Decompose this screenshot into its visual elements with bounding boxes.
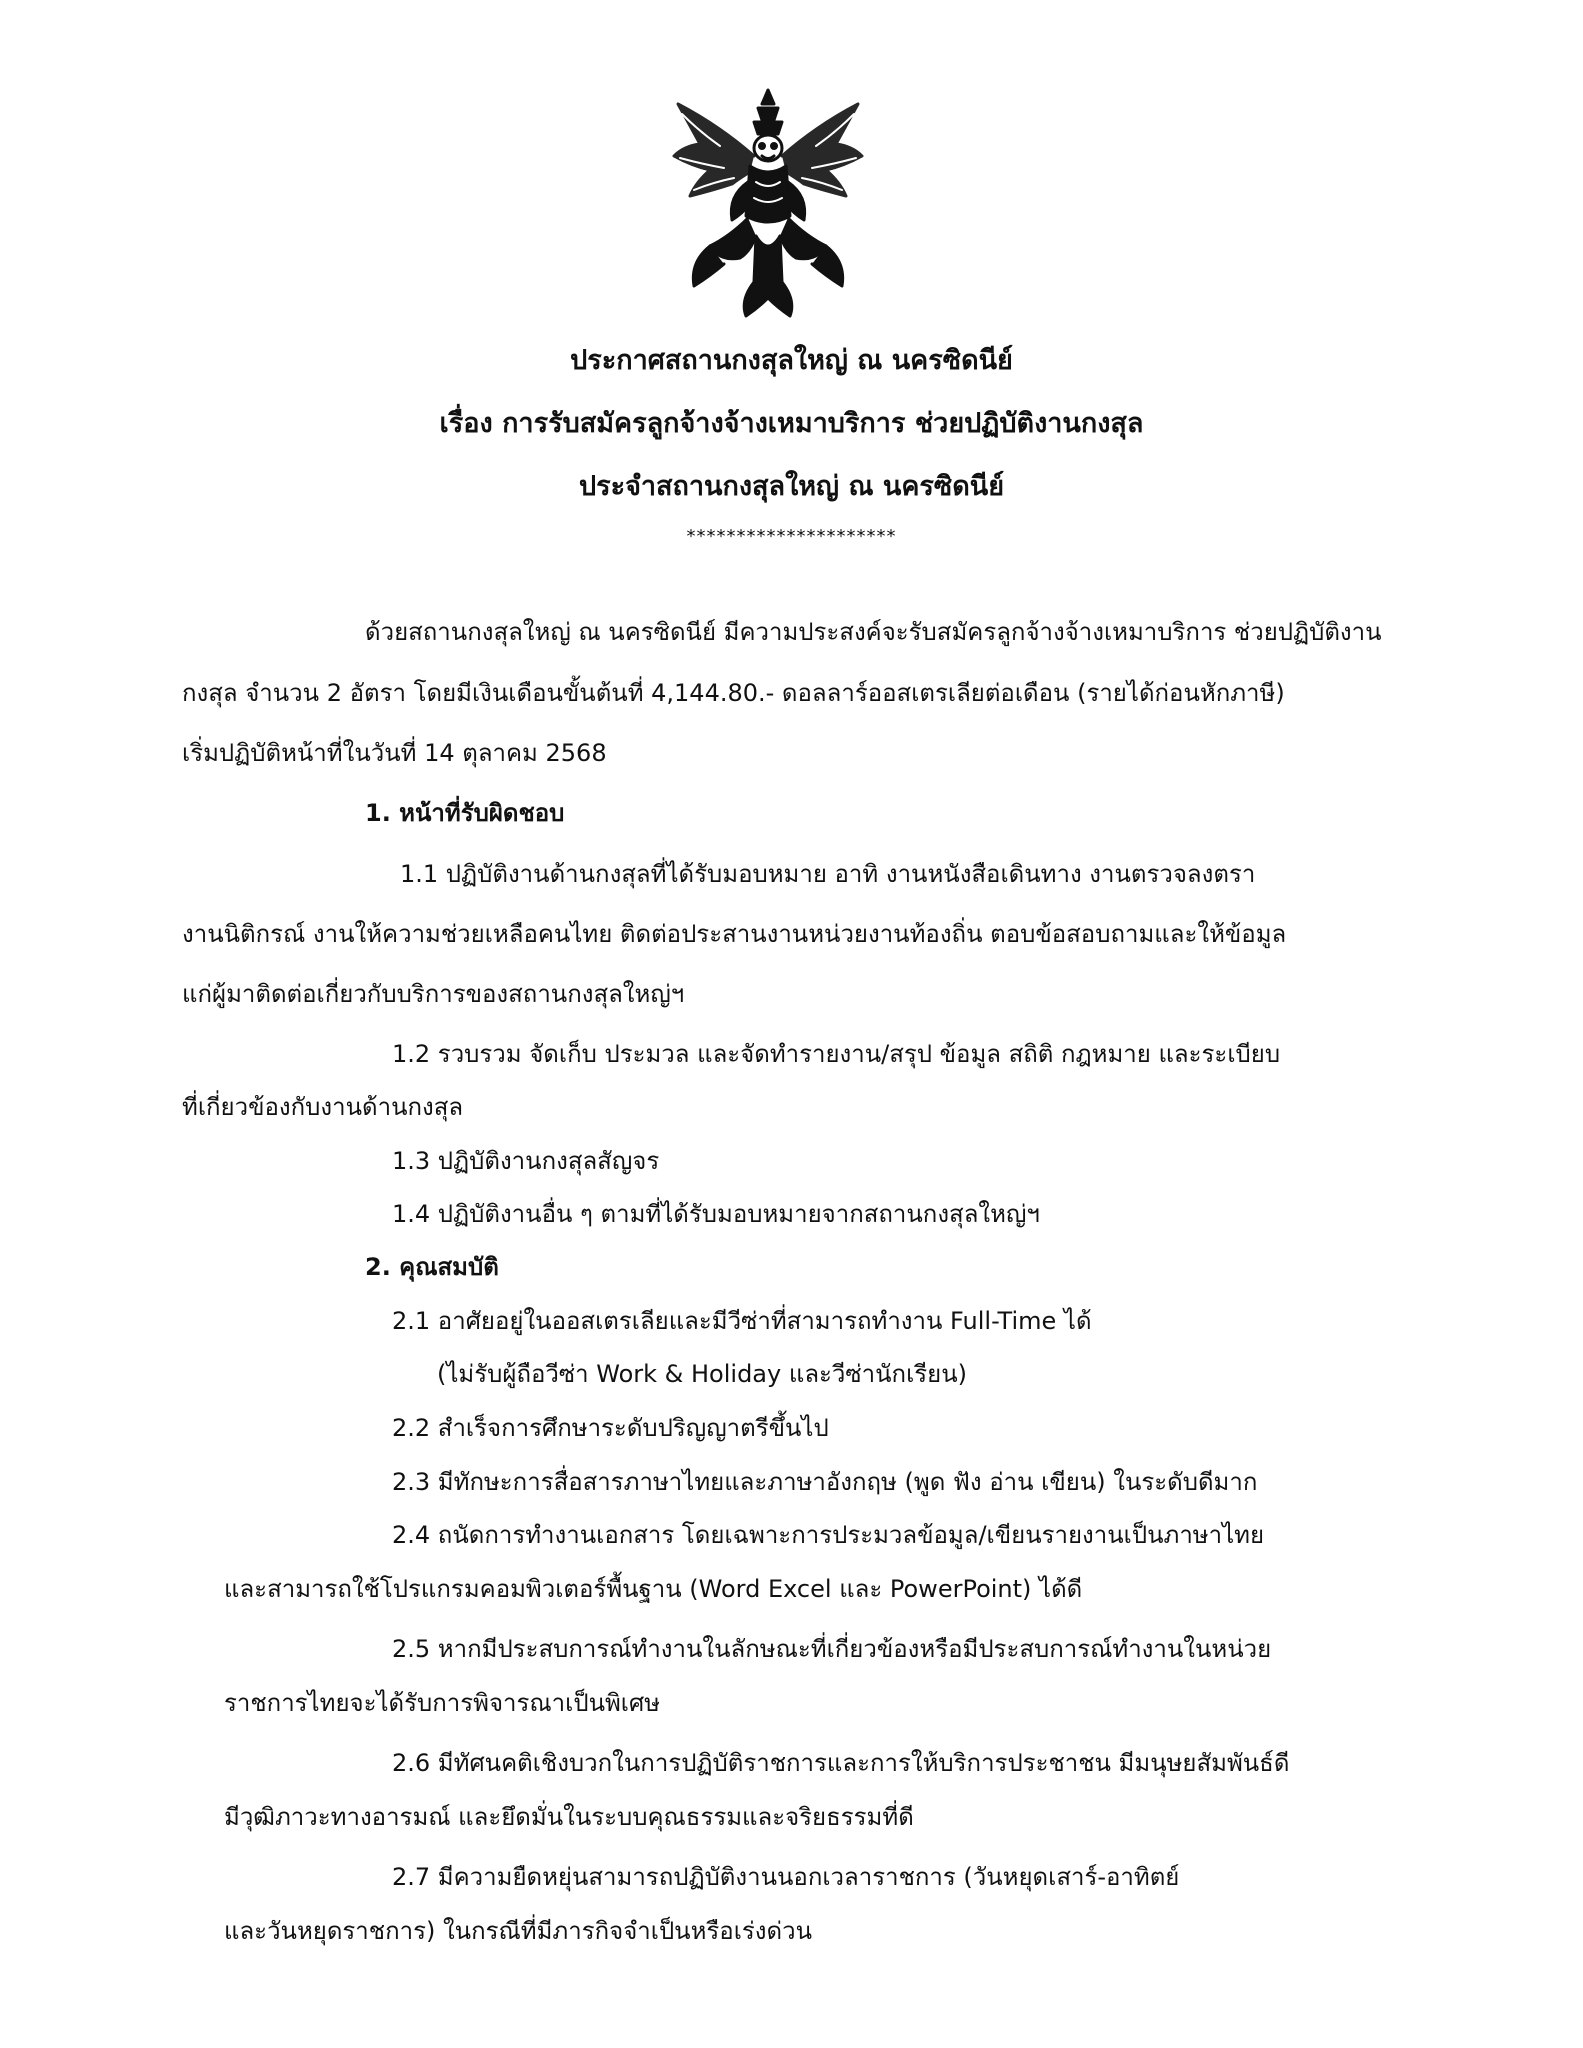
- item-2-7-line-1: 2.7 มีความยืดหยุ่นสามารถปฏิบัติงานนอกเวลาราชการ (วันหยุดเสาร์-อาทิตย์: [392, 1863, 1180, 1891]
- announcement-subject: เรื่อง การรับสมัครลูกจ้างจ้างเหมาบริการ ช่วยปฏิบัติงานกงสุล: [439, 408, 1144, 439]
- item-1-1-line-1: 1.1 ปฏิบัติงานด้านกงสุลที่ได้รับมอบหมาย อาทิ งานหนังสือเดินทาง งานตรวจลงตรา: [400, 860, 1256, 888]
- section-1-heading: 1. หน้าที่รับผิดชอบ: [365, 799, 565, 827]
- item-1-4: 1.4 ปฏิบัติงานอื่น ๆ ตามที่ได้รับมอบหมายจากสถานกงสุลใหญ่ฯ: [392, 1200, 1040, 1228]
- garuda-emblem-icon: [670, 86, 866, 318]
- item-1-3: 1.3 ปฏิบัติงานกงสุลสัญจร: [392, 1147, 660, 1175]
- announcement-location: ประจำสถานกงสุลใหญ่ ณ นครซิดนีย์: [578, 471, 1005, 502]
- intro-line-2: กงสุล จำนวน 2 อัตรา โดยมีเงินเดือนขั้นต้นที่ 4,144.80.- ดอลลาร์ออสเตรเลียต่อเดือน (รายได้ก่อนหักภาษี): [182, 679, 1285, 707]
- item-2-4-line-1: 2.4 ถนัดการทำงานเอกสาร โดยเฉพาะการประมวลข้อมูล/เขียนรายงานเป็นภาษาไทย: [392, 1521, 1265, 1549]
- item-2-6-line-1: 2.6 มีทัศนคติเชิงบวกในการปฏิบัติราชการและการให้บริการประชาชน มีมนุษยสัมพันธ์ดี: [392, 1749, 1290, 1777]
- item-2-7-line-2: และวันหยุดราชการ) ในกรณีที่มีภารกิจจำเป็นหรือเร่งด่วน: [224, 1917, 812, 1945]
- item-1-1-line-2: งานนิติกรณ์ งานให้ความช่วยเหลือคนไทย ติดต่อประสานงานหน่วยงานท้องถิ่น ตอบข้อสอบถามและให้ข้อมูล: [182, 920, 1287, 948]
- item-2-6-line-2: มีวุฒิภาวะทางอารมณ์ และยึดมั่นในระบบคุณธรรมและจริยธรรมที่ดี: [224, 1803, 914, 1831]
- item-2-1-line-1: 2.1 อาศัยอยู่ในออสเตรเลียและมีวีซ่าที่สามารถทำงาน Full-Time ได้: [392, 1307, 1092, 1335]
- intro-line-1: ด้วยสถานกงสุลใหญ่ ณ นครซิดนีย์ มีความประสงค์จะรับสมัครลูกจ้างจ้างเหมาบริการ ช่วยปฏิบัติงาน: [365, 618, 1382, 646]
- item-1-2-line-1: 1.2 รวบรวม จัดเก็บ ประมวล และจัดทำรายงาน/สรุป ข้อมูล สถิติ กฎหมาย และระเบียบ: [392, 1040, 1281, 1068]
- title-separator: *********************: [686, 526, 897, 547]
- item-2-1-line-2: (ไม่รับผู้ถือวีซ่า Work & Holiday และวีซ่านักเรียน): [437, 1360, 968, 1388]
- item-2-3: 2.3 มีทักษะการสื่อสารภาษาไทยและภาษาอังกฤษ (พูด ฟัง อ่าน เขียน) ในระดับดีมาก: [392, 1468, 1258, 1496]
- section-2-heading: 2. คุณสมบัติ: [365, 1253, 499, 1281]
- intro-line-3: เริ่มปฏิบัติหน้าที่ในวันที่ 14 ตุลาคม 2568: [182, 739, 607, 767]
- item-2-2: 2.2 สำเร็จการศึกษาระดับปริญญาตรีขึ้นไป: [392, 1414, 829, 1442]
- announcement-title: ประกาศสถานกงสุลใหญ่ ณ นครซิดนีย์: [570, 345, 1013, 376]
- item-1-1-line-3: แก่ผู้มาติดต่อเกี่ยวกับบริการของสถานกงสุลใหญ่ฯ: [182, 980, 685, 1008]
- item-1-2-line-2: ที่เกี่ยวข้องกับงานด้านกงสุล: [182, 1093, 464, 1121]
- item-2-5-line-2: ราชการไทยจะได้รับการพิจารณาเป็นพิเศษ: [224, 1689, 661, 1717]
- item-2-4-line-2: และสามารถใช้โปรแกรมคอมพิวเตอร์พื้นฐาน (Word Excel และ PowerPoint) ได้ดี: [224, 1575, 1083, 1603]
- item-2-5-line-1: 2.5 หากมีประสบการณ์ทำงานในลักษณะที่เกี่ยวข้องหรือมีประสบการณ์ทำงานในหน่วย: [392, 1635, 1272, 1663]
